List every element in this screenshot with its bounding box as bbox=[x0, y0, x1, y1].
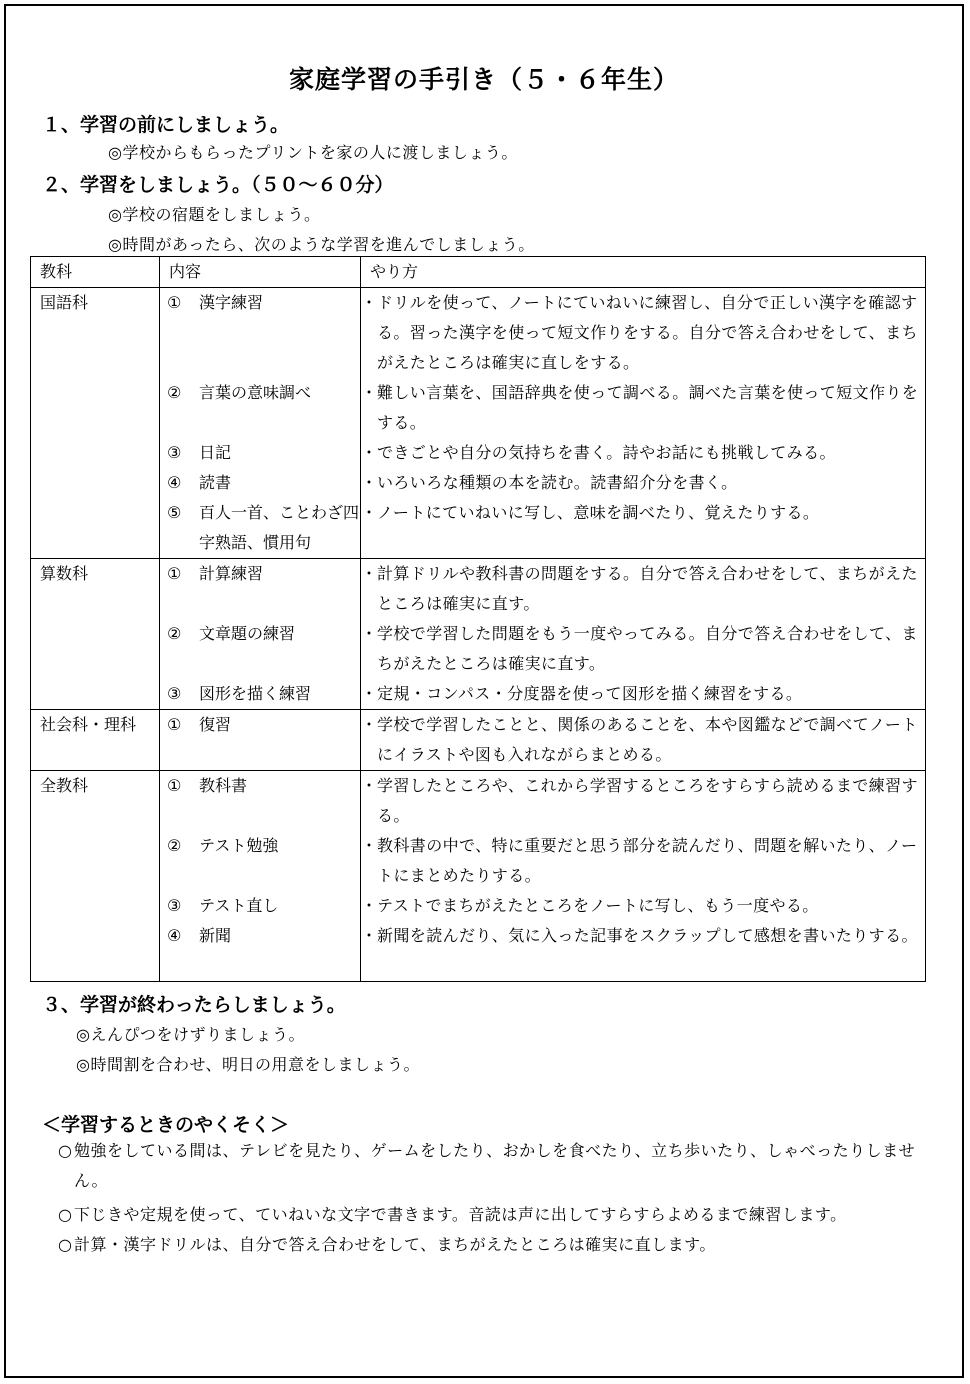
method-item: ・ 学習したところや、これから学習するところをすらすら読めるまで練習する。 bbox=[361, 776, 918, 825]
rule-item: ○ 下じきや定規を使って、ていねいな文字で書きます。音読は声に出してすらすらよめるまで練習します。 bbox=[58, 1205, 847, 1224]
content-item: ① 漢字練習 bbox=[167, 293, 264, 312]
rule-item: ○ 勉強をしている間は、テレビを見たり、ゲームをしたり、おかしを食べたり、立ち歩いたり、しゃべったりしません。 bbox=[58, 1141, 916, 1190]
content-item: ① 計算練習 bbox=[167, 564, 264, 583]
subject-label: 算数科 bbox=[40, 564, 89, 583]
content-item: ② テスト勉強 bbox=[167, 836, 279, 855]
table-header-row bbox=[31, 257, 926, 288]
content-item: ③ 図形を描く練習 bbox=[167, 684, 312, 703]
method-item: ・ ノートにていねいに写し、意味を調べたり、覚えたりする。 bbox=[361, 503, 820, 522]
rule-item: ○ 計算・漢字ドリルは、自分で答え合わせをして、まちがえたところは確実に直します。 bbox=[58, 1235, 716, 1254]
content-item: ③ テスト直し bbox=[167, 896, 279, 915]
content-item: ④ 読書 bbox=[167, 473, 232, 492]
section1-line: ◎学校からもらったプリントを家の人に渡しましょう。 bbox=[108, 143, 518, 162]
content-item: ② 文章題の練習 bbox=[167, 624, 296, 643]
content-item: ① 教科書 bbox=[167, 776, 248, 795]
document-page bbox=[4, 4, 964, 1378]
section3-line-1: ◎えんぴつをけずりましょう。 bbox=[76, 1025, 305, 1044]
header-content: 内容 bbox=[160, 257, 361, 288]
section2-line-2: ◎時間があったら、次のような学習を進んでしましょう。 bbox=[108, 235, 535, 254]
content-item: ③ 日記 bbox=[167, 443, 232, 462]
method-item: ・ いろいろな種類の本を読む。読書紹介分を書く。 bbox=[361, 473, 738, 492]
method-item: ・ できごとや自分の気持ちを書く。詩やお話にも挑戦してみる。 bbox=[361, 443, 836, 462]
subject-label: 社会科・理科 bbox=[40, 715, 137, 734]
method-item: ・ 学校で学習した問題をもう一度やってみる。自分で答え合わせをして、まちがえたところは確実に直す。 bbox=[361, 624, 918, 673]
section1-heading: １、学習の前にしましょう。 bbox=[42, 114, 290, 136]
subject-label: 国語科 bbox=[40, 293, 89, 312]
table-row bbox=[31, 288, 926, 559]
study-table bbox=[30, 256, 926, 982]
content-item: ② 言葉の意味調べ bbox=[167, 383, 312, 402]
method-item: ・ 計算ドリルや教科書の問題をする。自分で答え合わせをして、まちがえたところは確実に直す。 bbox=[361, 564, 918, 613]
table-row bbox=[31, 559, 926, 710]
method-item: ・ 教科書の中で、特に重要だと思う部分を読んだり、問題を解いたり、ノートにまとめたりする。 bbox=[361, 836, 918, 885]
header-method: やり方 bbox=[361, 257, 926, 288]
section2-line-1: ◎学校の宿題をしましょう。 bbox=[108, 205, 321, 224]
content-item: ① 復習 bbox=[167, 715, 232, 734]
method-item: ・ 定規・コンパス・分度器を使って図形を描く練習をする。 bbox=[361, 684, 803, 703]
header-subject: 教科 bbox=[31, 257, 160, 288]
content-item: ⑤ 百人一首、ことわざ四字熟語、慣用句 bbox=[167, 503, 360, 552]
method-item: ・ テストでまちがえたところをノートに写し、もう一度やる。 bbox=[361, 896, 819, 915]
section3-line-2: ◎時間割を合わせ、明日の用意をしましょう。 bbox=[76, 1055, 420, 1074]
section3-heading: ３、学習が終わったらしましょう。 bbox=[42, 994, 346, 1016]
method-item: ・ ドリルを使って、ノートにていねいに練習し、自分で正しい漢字を確認する。習った漢字を使って短文作りをする。自分で答え合わせをして、まちがえたところは確実に直しをする。 bbox=[361, 293, 918, 372]
method-item: ・ 新聞を読んだり、気に入った記事をスクラップして感想を書いたりする。 bbox=[361, 926, 918, 945]
method-item: ・ 学校で学習したことと、関係のあることを、本や図鑑などで調べてノートにイラストや図も入れながらまとめる。 bbox=[361, 715, 918, 764]
content-item: ④ 新聞 bbox=[167, 926, 232, 945]
rules-heading: ＜学習するときのやくそく＞ bbox=[42, 1114, 290, 1136]
method-item: ・ 難しい言葉を、国語辞典を使って調べる。調べた言葉を使って短文作りをする。 bbox=[361, 383, 919, 432]
table-row bbox=[31, 771, 926, 982]
section2-heading: ２、学習をしましょう。（５０～６０分） bbox=[42, 174, 394, 196]
table-row bbox=[31, 710, 926, 771]
subject-label: 全教科 bbox=[40, 776, 89, 795]
page-title: 家庭学習の手引き（５・６年生） bbox=[288, 65, 679, 94]
